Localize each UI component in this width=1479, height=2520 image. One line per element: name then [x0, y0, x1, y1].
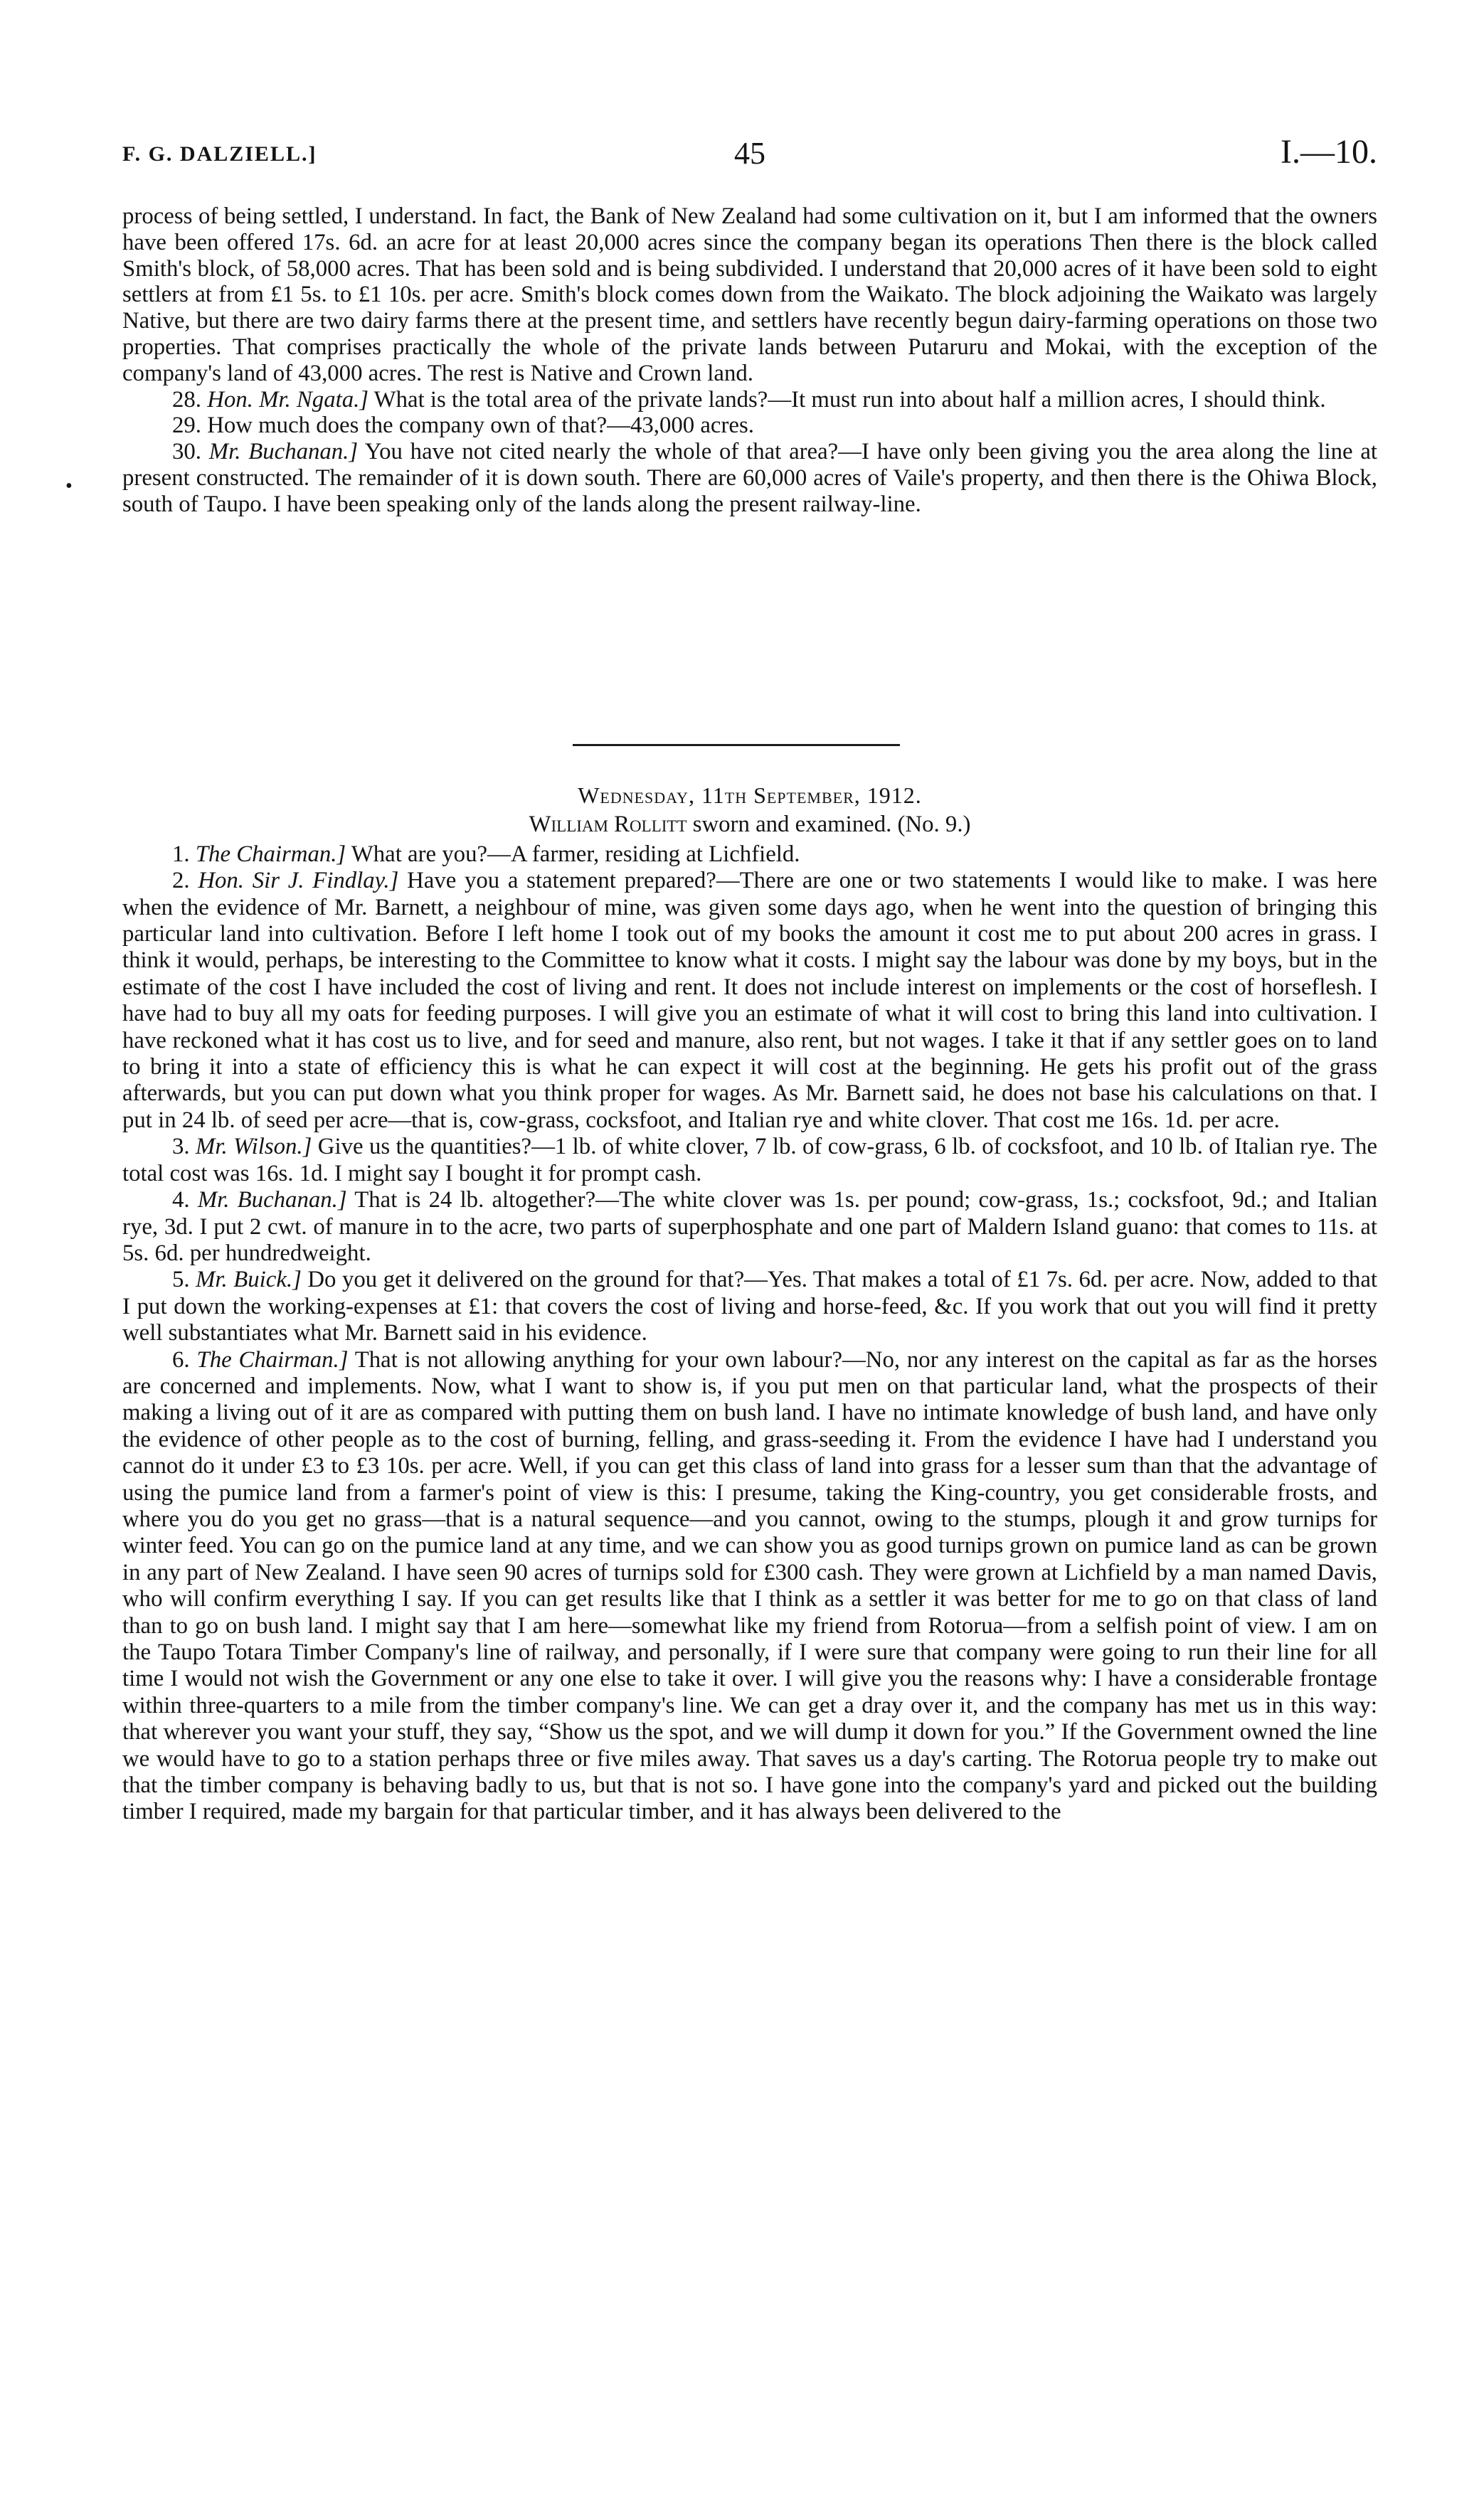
rollitt-evidence-section — [122, 782, 1377, 1826]
question-3: 3. Mr. Wilson.] Give us the quantities?—1 lb. of white clover, 7 lb. of cow-grass, 6 lb. of cocksfoot, and 10 lb. of Italian rye. The total cost was 16s. 1d. I might say I bought it for prompt cash. — [122, 1134, 1377, 1186]
question-29: 29. How much does the company own of that?—43,000 acres. — [172, 413, 754, 439]
question-30: 30. Mr. Buchanan.] You have not cited nearly the whole of that area?—I have only been giving you the area along the line at present constructed. The remainder of it is down south. There are 60,000 acres of Vaile's property, and then there is the Ohiwa Block, south of Taupo. I have been speaking only of the lands along the present railway-line. — [122, 439, 1377, 517]
question-28: 28. Hon. Mr. Ngata.] What is the total area of the private lands?—It must run into about half a million acres, I should think. — [172, 386, 1326, 413]
question-5: 5. Mr. Buick.] Do you get it delivered on the ground for that?—Yes. That makes a total of £1 7s. 6d. per acre. Now, added to that I put down the working-expenses at £1: that covers the cost of living and horse-feed, &c. If you work that out you will find it pretty well substantiates what Mr. Barnett said in his evidence. — [122, 1267, 1377, 1346]
section-divider — [573, 744, 900, 746]
page-number: 45 — [734, 136, 765, 171]
page-header — [122, 129, 1377, 179]
speaker: Mr. Buchanan.] — [197, 1187, 347, 1213]
question-2: 2. Hon. Sir J. Findlay.] Have you a statement prepared?—There are one or two statements I would like to make. I was here when the evidence of Mr. Barnett, a neighbour of mine, was given some days ago, when he went into the question of bringing this particular land into cultivation. Before I left home I took out of my books the amount it cost me to put about 200 acres in grass. I think it would, perhaps, be interesting to the Committee to know what it costs. I might say the labour was done by my boys, but in the estimate of the cost I have included the cost of living and rent. It does not include interest on implements or the cost of horseflesh. I have had to buy all my oats for feeding purposes. I will give you an estimate of what it will cost to bring this land into cultivation. I have reckoned what it has cost us to live, and for seed and manure, also rent, but not wages. I take it that if any settler goes on to land to bring it into a state of efficiency this is what he can expect it will cost at the beginning. He gets his profit out of the grass afterwards, but you can put down what you think proper for wages. As Mr. Barnett said, he does not base his calculations on that. I put in 24 lb. of seed per acre—that is, cow-grass, cocksfoot, and Italian rye and white clover. That cost me 16s. 1d. per acre. — [122, 868, 1377, 1133]
question-1: 1. The Chairman.] What are you?—A farmer, residing at Lichfield. — [172, 841, 800, 867]
previous-evidence-section — [122, 203, 1377, 518]
paper-reference: I.—10. — [1281, 133, 1377, 171]
speaker: Mr. Buchanan.] — [208, 439, 359, 465]
date-heading: Wednesday, 11th September, 1912. — [578, 782, 922, 808]
margin-dot-mark: • — [65, 475, 73, 497]
speaker: Hon. Sir J. Findlay.] — [198, 868, 399, 894]
speaker: The Chairman.] — [195, 841, 346, 867]
opening-paragraph: process of being settled, I understand. In fact, the Bank of New Zealand had some cultivation on it, but I am informed that the owners have been offered 17s. 6d. an acre for at least 20,000 acres since the company began its operations Then there is the block called Smith's block, of 58,000 acres. That has been sold and is being subdivided. I understand that 20,000 acres of it have been sold to eight settlers at from £1 5s. to £1 10s. per acre. Smith's block comes down from the Waikato. The block adjoining the Waikato was largely Native, but there are two dairy farms there at the present time, and settlers have recently begun dairy-farming operations on those two properties. That comprises practically the whole of the private lands between Putaruru and Mokai, with the exception of the company's land of 43,000 acres. The rest is Native and Crown land. — [122, 203, 1377, 386]
question-6: 6. The Chairman.] That is not allowing anything for your own labour?—No, nor any interest on the capital as far as the horses are concerned and implements. Now, what I want to show is, if you put men on that particular land, what the prospects of their making a living out of it are as compared with putting them on bush land. I have no intimate knowledge of bush land, and have only the evidence of other people as to the cost of burning, felling, and grass-seeding it. From the evidence I have had I understand you cannot do it under £3 to £3 10s. per acre. Well, if you can get this class of land into grass for a lesser sum than that the advantage of using the pumice land from a farmer's point of view is this: I presume, taking the King-country, you get considerable frosts, and where you do you get no grass—that is a natural sequence—and you cannot, owing to the stumps, plough it and grow turnips for winter feed. You can go on the pumice land at any time, and we can show you as good turnips grown on pumice land as can be grown in any part of New Zealand. I have seen 90 acres of turnips sold for £300 cash. They were grown at Lichfield by a man named Davis, who will confirm everything I say. If you can get results like that I think as a settler it was better for me to go on that class of land than to go on bush land. I might say that I am here—somewhat like my friend from Rotorua—from a selfish point of view. I am on the Taupo Totara Timber Company's line of railway, and personally, if I were sure that company were going to run their line for all time I would not wish the Government or any one else to take it over. I will give you the reasons why: I have a considerable frontage within three-quarters to a mile from the timber company's line. We can get a dray over it, and the company has met us in this way: that wherever you want your stuff, they say, “Show us the spot, and we will dump it down for you.” If the Government owned the line we would have to go to a station perhaps three or five miles away. That saves us a day's carting. The Rotorua people try to make out that the timber company is behaving badly to us, but that is not so. I have gone into the company's yard and picked out the building timber I required, made my bargain for that particular timber, and it has always been delivered to the — [122, 1346, 1378, 1825]
speaker: Mr. Wilson.] — [196, 1134, 312, 1160]
witness-heading: William Rollitt sworn and examined. (No. 9.) — [529, 812, 971, 838]
speaker: Mr. Buick.] — [196, 1267, 302, 1293]
witness-name: William Rollitt — [529, 812, 687, 838]
speaker: The Chairman.] — [196, 1346, 349, 1373]
speaker: Hon. Mr. Ngata.] — [207, 386, 369, 413]
header-witness-name: F. G. DALZIELL.] — [122, 142, 317, 166]
question-4: 4. Mr. Buchanan.] That is 24 lb. altogether?—The white clover was 1s. per pound; cow-grass, 1s.; cocksfoot, 9d.; and Italian rye, 3d. I put 2 cwt. of manure in to the acre, two parts of superphosphate and one part of Maldern Island guano: that comes to 11s. at 5s. 6d. per hundredweight. — [122, 1187, 1377, 1266]
